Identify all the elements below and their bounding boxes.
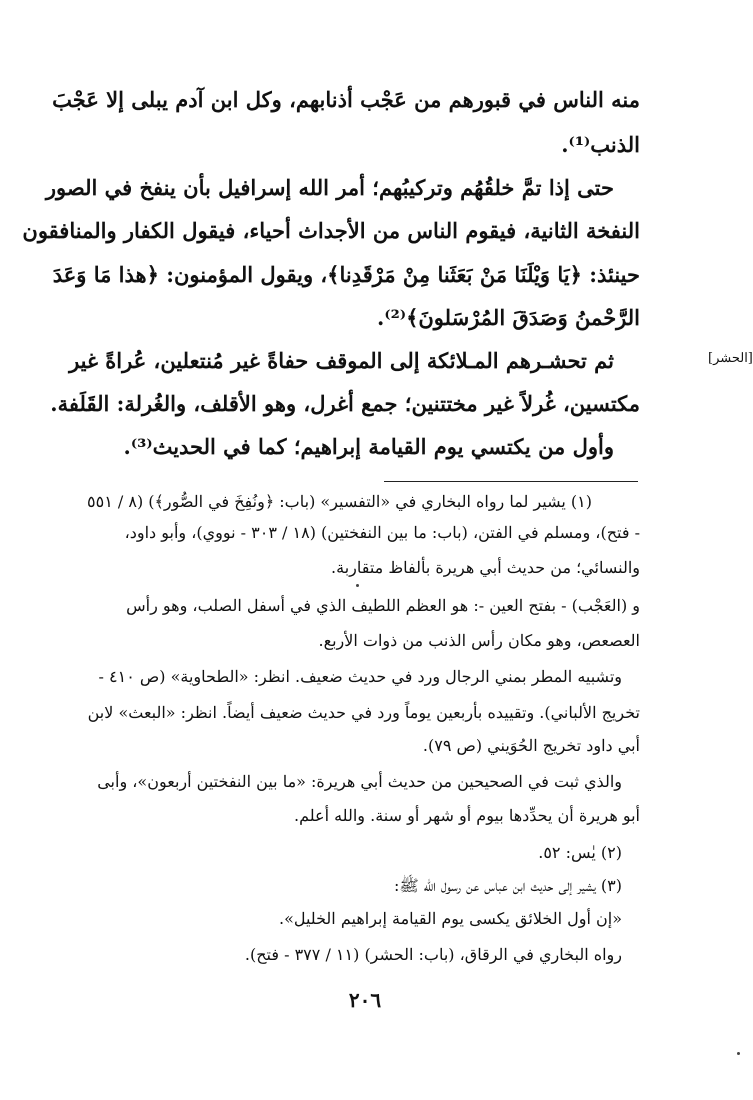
page-number: ٢٠٦	[348, 988, 382, 1012]
body-line: حينئذ: ﴿يَا وَيْلَنَا مَنْ بَعَثَنا مِنْ مَرْقَدِنا﴾، ويقول المؤمنون: ﴿هذا مَا وَعَدَ	[52, 262, 640, 287]
scan-speck	[737, 1052, 740, 1055]
footnote-line: رواه البخاري في الرقاق، (باب: الحشر) (١١ / ٣٧٧ - فتح).	[244, 945, 622, 964]
footnote-line: «إن أول الخلائق يكسى يوم القيامة إبراهيم الخليل».	[278, 909, 622, 928]
footnote-line: وتشبيه المطر بمني الرجال ورد في حديث ضعيف. انظر: «الطحاوية» (ص ٤١٠ -	[98, 667, 622, 686]
footnote-separator	[384, 481, 638, 482]
scan-speck	[356, 584, 359, 587]
footnote-line: والذي ثبت في الصحيحين من حديث أبي هريرة: «ما بين النفختين أربعون»، وأبى	[97, 772, 622, 791]
body-line: النفخة الثانية، فيقوم الناس من الأجداث أحياء، فيقول الكفار والمنافقون	[22, 218, 640, 243]
footnote-line: (٢) يٰس: ٥٢.	[538, 843, 622, 862]
footnote-line: (٣) يشير إلى حديث ابن عباس عن رسول الله ﷺ:	[394, 876, 622, 895]
body-line: منه الناس في قبورهم من عَجْب أذنابهم، وكل ابن آدم يبلى إلا عَجْبَ	[52, 87, 640, 112]
footnote-line: و (العَجْب) - بفتح العين -: هو العظم اللطيف الذي في أسفل الصلب، وهو رأس	[126, 596, 640, 615]
body-line: ثم تحشـرهم المـلائكة إلى الموقف حفاةً غير مُنتعلين، عُراةً غير	[69, 348, 614, 373]
footnote-line: العصعص، وهو مكان رأس الذنب من ذوات الأربع.	[318, 631, 640, 650]
footnote-line: - فتح)، ومسلم في الفتن، (باب: ما بين النفختين) (١٨ / ٣٠٣ - نووي)، وأبو داود،	[124, 523, 640, 542]
body-line: حتى إذا تمَّ خلقُهُم وتركيبُهم؛ أمر الله إسرافيل بأن ينفخ في الصور	[45, 175, 614, 200]
footnote-line: (١) يشير لما رواه البخاري في «التفسير» (باب: ﴿ونُفِخَ في الصُّور﴾) (٨ / ٥٥١	[87, 492, 592, 511]
footnote-line: تخريج الألباني). وتقييده بأربعين يوماً ورد في حديث ضعيف أيضاً. انظر: «البعث» لابن	[87, 703, 640, 722]
footnote-line: أبو هريرة أن يحدِّدها بيوم أو شهر أو سنة. والله أعلم.	[293, 806, 640, 825]
body-line: مكتسين، غُرلاً غير مختتنين؛ جمع أغرل، وهو الأقلف، والغُرلة: القَلَفة.	[50, 391, 640, 416]
margin-note: [الحشر]	[708, 351, 753, 366]
footnote-line: أبي داود تخريج الحُوَيني (ص ٧٩).	[422, 736, 640, 755]
footnote-line: والنسائي؛ من حديث أبي هريرة بألفاظ متقاربة.	[331, 558, 640, 577]
body-line: وأول من يكتسي يوم القيامة إبراهيم؛ كما في الحديث⁽³⁾.	[123, 434, 614, 459]
body-line: الذنب⁽¹⁾.	[561, 132, 640, 157]
body-line: الرَّحْمنُ وَصَدَقَ المُرْسَلونَ﴾⁽²⁾.	[377, 305, 640, 330]
